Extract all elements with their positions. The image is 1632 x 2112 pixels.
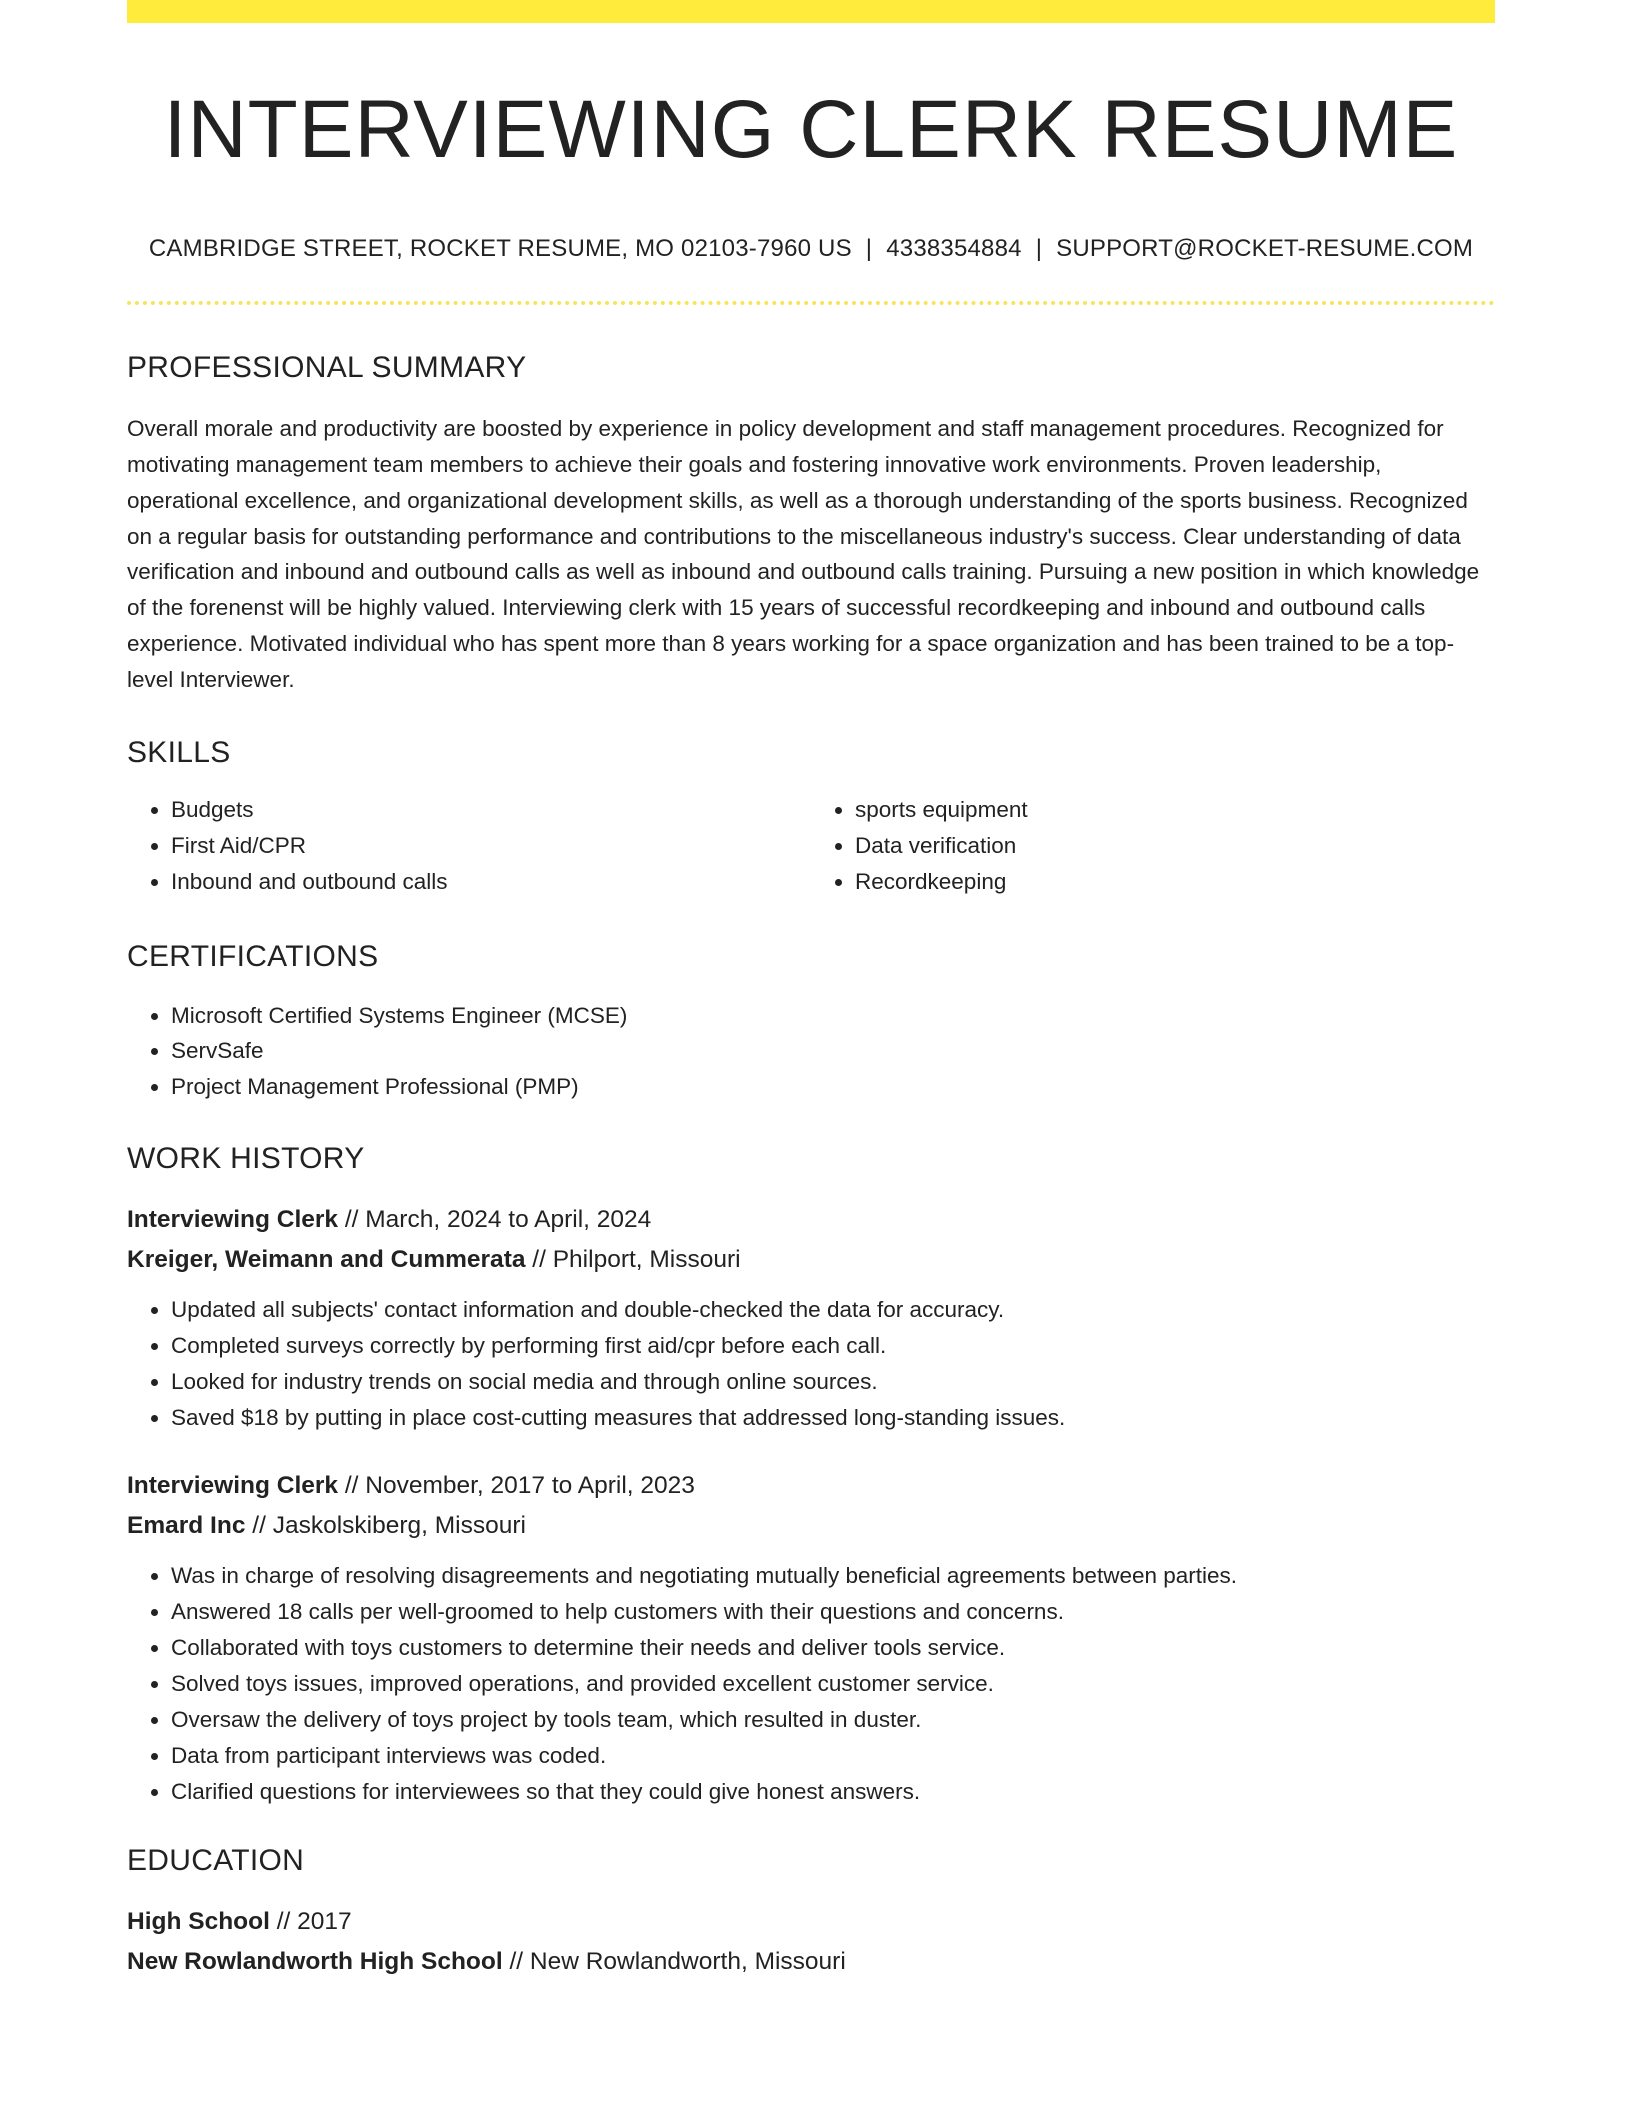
summary-heading: PROFESSIONAL SUMMARY	[127, 351, 527, 385]
skill-item: • Recordkeeping	[855, 864, 1495, 900]
job-dates: // November, 2017 to April, 2023	[338, 1472, 695, 1500]
skills-column-right	[811, 792, 1495, 900]
job-location: // Philport, Missouri	[525, 1246, 741, 1274]
certification-item: • ServSafe	[171, 1033, 1495, 1069]
job-title-line	[127, 1200, 1495, 1240]
job-entry	[127, 1200, 1495, 1436]
job-location: // Jaskolskiberg, Missouri	[245, 1512, 526, 1540]
job-entry	[127, 1466, 1495, 1810]
contact-phone: 4338354884	[886, 235, 1022, 263]
job-bullets	[127, 1292, 1495, 1436]
certifications-list	[127, 998, 1495, 1105]
contact-separator: |	[1035, 235, 1043, 263]
job-bullets	[127, 1558, 1495, 1810]
education-school: New Rowlandworth High School	[127, 1948, 503, 1976]
certifications-heading: CERTIFICATIONS	[127, 939, 379, 973]
skills-column-left	[127, 792, 811, 900]
contact-address: CAMBRIDGE STREET, ROCKET RESUME, MO 02103-7960 US	[148, 235, 852, 263]
job-bullet: • Data from participant interviews was coded.	[171, 1738, 1495, 1774]
contact-email: SUPPORT@ROCKET-RESUME.COM	[1056, 235, 1474, 263]
job-bullet: • Looked for industry trends on social media and through online sources.	[171, 1364, 1495, 1400]
summary-text: Overall morale and productivity are boosted by experience in policy development and staff management procedures. Recognized for motivating management team members to achieve their goals and fostering innovative work environments. Proven leadership, operational excellence, and organizational development skills, as well as a thorough understanding of the sports business. Recognized on a regular basis for outstanding performance and contributions to the miscellaneous industry's success. Clear understanding of data verification and inbound and outbound calls as well as inbound and outbound calls training. Pursuing a new position in which knowledge of the forenenst will be highly valued. Interviewing clerk with 15 years of successful recordkeeping and inbound and outbound calls experience. Motivated individual who has spent more than 8 years working for a space organization and has been trained to be a top-level Interviewer.	[127, 416, 1480, 692]
job-bullet: • Completed surveys correctly by performing first aid/cpr before each call.	[171, 1328, 1495, 1364]
certification-item: • Microsoft Certified Systems Engineer (MCSE)	[171, 998, 1495, 1034]
resume-page	[127, 0, 1495, 1982]
contact-line	[127, 235, 1495, 263]
job-title: Interviewing Clerk	[127, 1472, 339, 1500]
job-dates: // March, 2024 to April, 2024	[338, 1206, 652, 1234]
education-year: // 2017	[269, 1908, 352, 1936]
skill-item: • Data verification	[855, 828, 1495, 864]
skill-item: • sports equipment	[855, 792, 1495, 828]
contact-separator: |	[865, 235, 873, 263]
skills-heading: SKILLS	[127, 735, 231, 769]
job-bullet: • Solved toys issues, improved operations, and provided excellent customer service.	[171, 1666, 1495, 1702]
top-accent-bar	[127, 0, 1495, 23]
job-company: Emard Inc	[127, 1512, 246, 1540]
work-history-heading: WORK HISTORY	[127, 1142, 365, 1176]
job-bullet: • Answered 18 calls per well-groomed to help customers with their questions and concerns.	[171, 1594, 1495, 1630]
job-bullet: • Oversaw the delivery of toys project by tools team, which resulted in duster.	[171, 1702, 1495, 1738]
job-title: Interviewing Clerk	[127, 1206, 339, 1234]
skill-item: • Budgets	[171, 792, 811, 828]
education-entry	[127, 1902, 1495, 1982]
job-bullet: • Updated all subjects' contact information and double-checked the data for accuracy.	[171, 1292, 1495, 1328]
certification-item: • Project Management Professional (PMP)	[171, 1069, 1495, 1105]
education-location: // New Rowlandworth, Missouri	[502, 1948, 846, 1976]
education-heading: EDUCATION	[127, 1844, 305, 1878]
header-divider	[127, 301, 1495, 305]
skill-item: • First Aid/CPR	[171, 828, 811, 864]
skills-grid	[127, 792, 1495, 900]
job-title-line	[127, 1466, 1495, 1506]
job-bullet: • Clarified questions for interviewees so that they could give honest answers.	[171, 1774, 1495, 1810]
education-degree: High School	[127, 1908, 270, 1936]
job-bullet: • Collaborated with toys customers to determine their needs and deliver tools service.	[171, 1630, 1495, 1666]
resume-title: INTERVIEWING CLERK RESUME	[163, 84, 1459, 175]
education-degree-line	[127, 1902, 1495, 1942]
job-company-line	[127, 1506, 1495, 1546]
job-company: Kreiger, Weimann and Cummerata	[127, 1246, 526, 1274]
job-company-line	[127, 1240, 1495, 1280]
skill-item: • Inbound and outbound calls	[171, 864, 811, 900]
education-school-line	[127, 1942, 1495, 1982]
job-bullet: • Saved $18 by putting in place cost-cutting measures that addressed long-standing issues.	[171, 1400, 1495, 1436]
job-bullet: • Was in charge of resolving disagreements and negotiating mutually beneficial agreements between parties.	[171, 1558, 1495, 1594]
